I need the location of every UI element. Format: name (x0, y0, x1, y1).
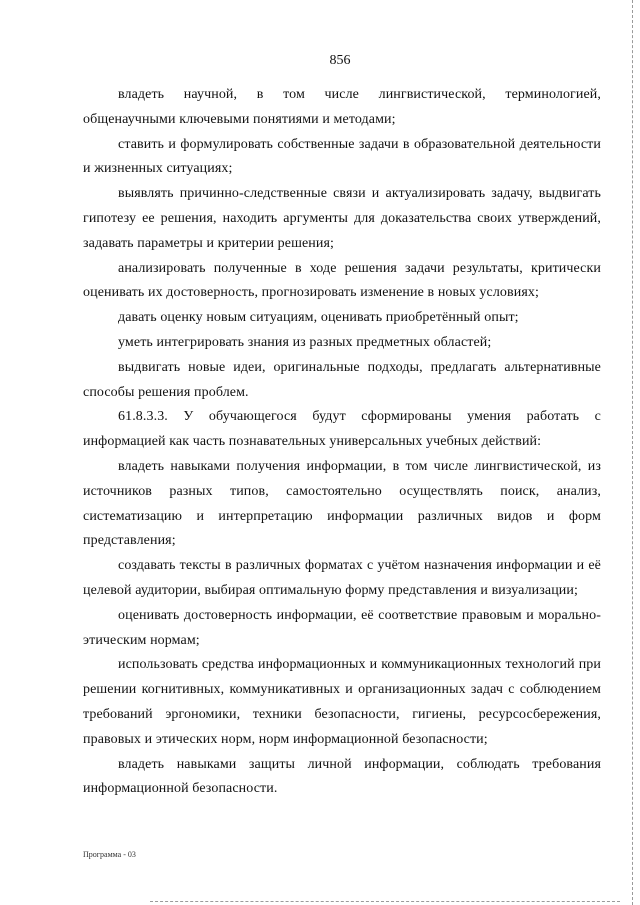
scan-edge-right (631, 0, 633, 905)
paragraph: владеть навыками защиты личной информации, соблюдать требования информационной безопасности. (83, 756, 601, 797)
section-heading-paragraph: 61.8.3.3. У обучающегося будут сформированы умения работать с информацией как часть познавательных универсальных учебных действий: (83, 409, 601, 450)
paragraph: ставить и формулировать собственные задачи в образовательной деятельности и жизненных ситуациях; (83, 136, 601, 177)
paragraph: оценивать достоверность информации, её соответствие правовым и морально-этическим нормам; (83, 607, 601, 648)
paragraph: владеть научной, в том числе лингвистической, терминологией, общенаучными ключевыми понятиями и методами; (83, 87, 601, 127)
paragraph: анализировать полученные в ходе решения задачи результаты, критически оценивать их достоверность, прогнозировать изменение в новых условиях; (83, 260, 601, 301)
paragraph: выдвигать новые идеи, оригинальные подходы, предлагать альтернативные способы решения проблем. (83, 359, 601, 400)
paragraph: давать оценку новым ситуациям, оценивать приобретённый опыт; (118, 310, 519, 326)
paragraph: владеть навыками получения информации, в том числе лингвистической, из источников разных типов, самостоятельно осуществлять поиск, анализ, систематизацию и интерпретацию информации различных видов и форм представления; (83, 458, 601, 549)
paragraph: уметь интегрировать знания из разных предметных областей; (118, 334, 492, 350)
paragraph: использовать средства информационных и коммуникационных технологий при решении когнитивных, коммуникативных и организационных задач с соблюдением требований эргономики, техники безопасности, гигиены, ресурсосбережения, правовых и этических норм, норм информационной безопасности; (83, 657, 601, 747)
scan-edge-bottom (150, 900, 620, 902)
document-body (83, 83, 601, 802)
footer-label: Программа - 03 (83, 850, 136, 859)
paragraph: создавать тексты в различных форматах с учётом назначения информации и её целевой аудитории, выбирая оптимальную форму представления и визуализации; (83, 558, 601, 598)
paragraph: выявлять причинно-следственные связи и актуализировать задачу, выдвигать гипотезу ее решения, находить аргументы для доказательства своих утверждений, задавать параметры и критерии решения; (83, 186, 601, 251)
page-number: 856 (329, 53, 351, 68)
